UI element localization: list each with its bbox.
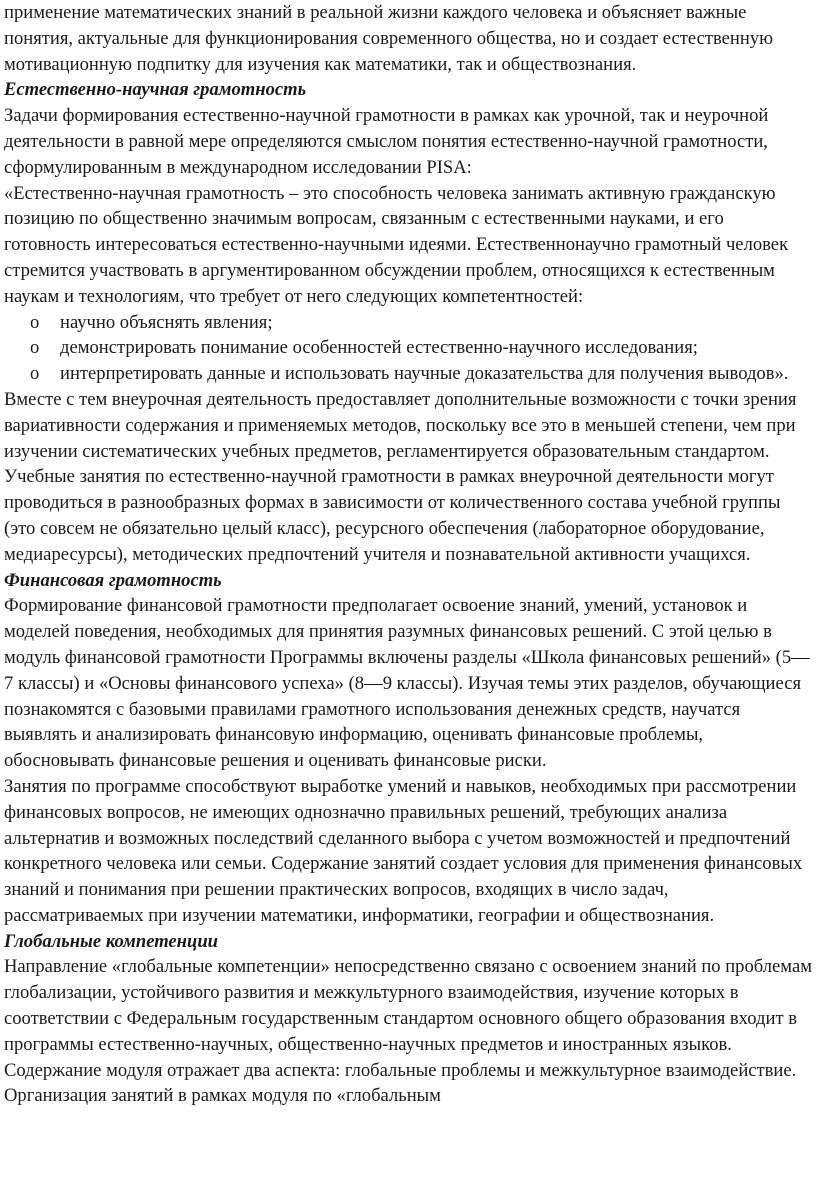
list-item: [4, 335, 812, 361]
list-item-text: научно объяснять явления;: [60, 311, 273, 333]
list-item: [4, 361, 812, 387]
document-page: [4, 0, 812, 1109]
science-paragraph-1: Задачи формирования естественно-научной грамотности в рамках как урочной, так и неурочной деятельности в равной мере определяются смыслом понятия естественно-научной грамотности, сформулированным в международном исследовании PISA:: [4, 105, 769, 178]
global-competencies-heading: Глобальные компетенции: [4, 930, 219, 952]
bullet-marker-icon: o: [30, 311, 40, 333]
science-paragraph-2: «Естественно-научная грамотность – это способность человека занимать активную гражданскую позицию по общественно значимым вопросам, связанным с естественными науками, и его готовность интересоваться естественно-научными идеями. Естественнонаучно грамотный человек стремится участвовать в аргументированном обсуждении проблем, относящихся к естественным наукам и технологиям, что требует от него следующих компетентностей:: [4, 182, 789, 307]
finance-paragraph-1: Формирование финансовой грамотности предполагает освоение знаний, умений, установок и моделей поведения, необходимых для принятия разумных финансовых решений. С этой целью в модуль финансовой грамотности Программы включены разделы «Школа финансовых решений» (5—7 классы) и «Основы финансового успеха» (8—9 классы). Изучая темы этих разделов, обучающиеся познакомятся с базовыми правилами грамотного использования денежных средств, научатся выявлять и анализировать финансовую информацию, оценивать финансовые проблемы, обосновывать финансовые решения и оценивать финансовые риски.: [4, 595, 810, 772]
list-item: [4, 310, 812, 336]
bullet-marker-icon: o: [30, 337, 40, 359]
science-literacy-heading: Естественно-научная грамотность: [4, 79, 307, 101]
bullet-marker-icon: o: [30, 363, 40, 385]
list-item-text: интерпретировать данные и использовать научные доказательства для получения выводов».: [60, 363, 789, 385]
list-item-text: демонстрировать понимание особенностей естественно-научного исследования;: [60, 337, 698, 359]
financial-literacy-heading: Финансовая грамотность: [4, 569, 222, 591]
intro-paragraph: применение математических знаний в реальной жизни каждого человека и объясняет важные понятия, актуальные для функционирования современного общества, но и создает естественную мотивационную подпитку для изучения как математики, так и обществознания.: [4, 2, 774, 75]
finance-paragraph-2: Занятия по программе способствуют выработке умений и навыков, необходимых при рассмотрении финансовых вопросов, не имеющих однозначно правильных решений, требующих анализа альтернатив и возможных последствий сделанного выбора с учетом возможностей и предпочтений конкретного человека или семьи. Содержание занятий создает условия для применения финансовых знаний и понимания при решении практических вопросов, входящих в число задач, рассматриваемых при изучении математики, информатики, географии и обществознания.: [4, 775, 803, 926]
global-paragraph-1: Направление «глобальные компетенции» непосредственно связано с освоением знаний по проблемам глобализации, устойчивого развития и межкультурного взаимодействия, изучение которых в соответствии с Федеральным государственным стандартом основного общего образования входит в программы естественно-научных, общественно-научных предметов и иностранных языков. Содержание модуля отражает два аспекта: глобальные проблемы и межкультурное взаимодействие. Организация занятий в рамках модуля по «глобальным: [4, 956, 812, 1107]
science-paragraph-3: Вместе с тем внеурочная деятельность предоставляет дополнительные возможности с точки зрения вариативности содержания и применяемых методов, поскольку все это в меньшей степени, чем при изучении систематических учебных предметов, регламентируется образовательным стандартом. Учебные занятия по естественно-научной грамотности в рамках внеурочной деятельности могут проводиться в разнообразных формах в зависимости от количественного состава учебной группы (это совсем не обязательно целый класс), ресурсного обеспечения (лабораторное оборудование, медиаресурсы), методических предпочтений учителя и познавательной активности учащихся.: [4, 388, 797, 565]
competencies-list: [4, 310, 812, 387]
